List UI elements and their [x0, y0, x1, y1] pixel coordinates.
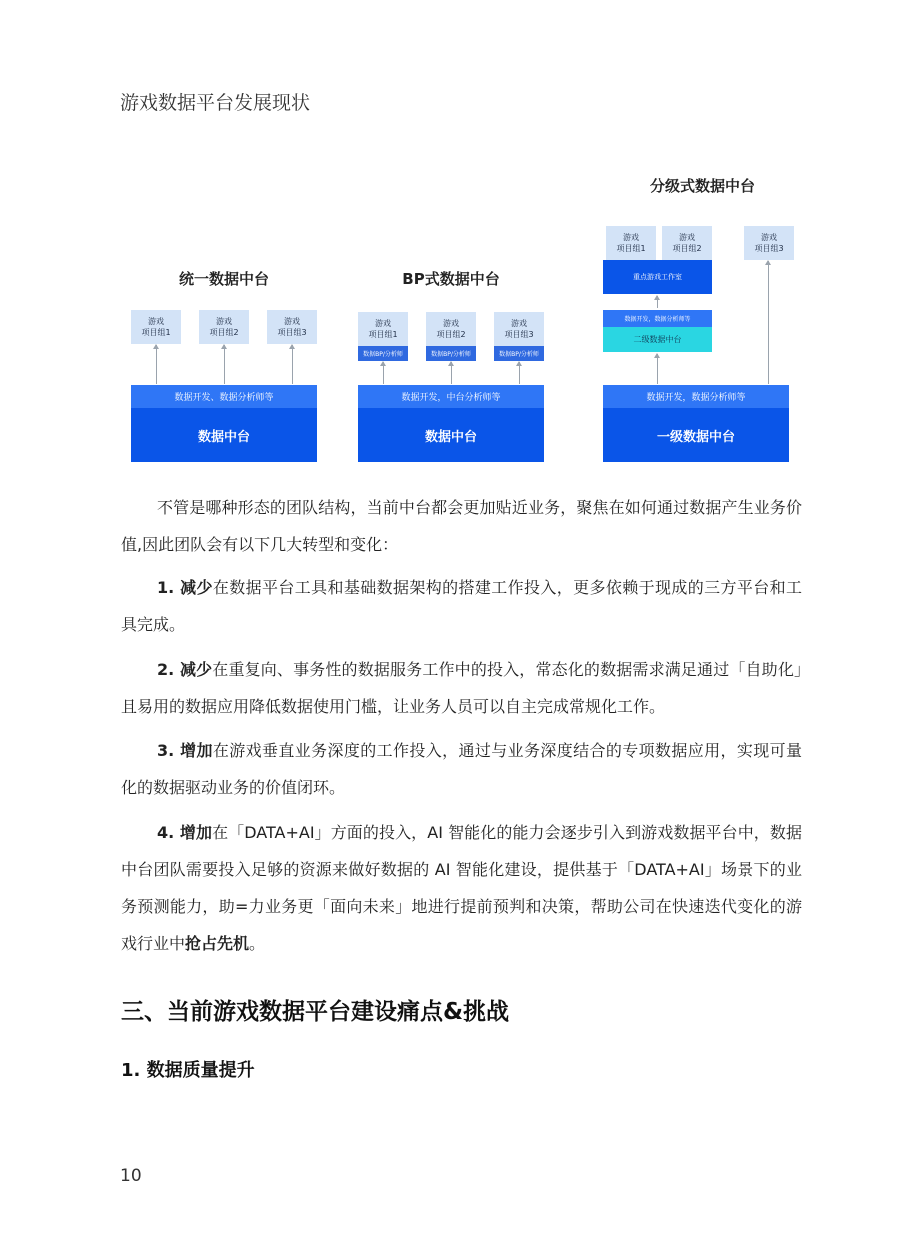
team-band: 数据开发，数据分析师等	[603, 385, 789, 408]
item-text: 在「DATA+AI」方面的投入，AI 智能化的能力会逐步引入到游戏数据平台中，数据中台团队需要投入足够的资源来做好数据的 AI 智能化建设，提供基于「DATA+AI」场景下的业务预测能力，助=力业务更「面向未来」地进行提前预判和决策，帮助公司在快速迭代变化的游戏行业中	[121, 823, 802, 953]
list-item	[121, 569, 802, 643]
intro-paragraph: 不管是哪种形态的团队结构，当前中台都会更加贴近业务，聚焦在如何通过数据产生业务价值,因此团队会有以下几大转型和变化：	[121, 498, 802, 554]
project-group-box: 游戏 项目组2	[426, 312, 476, 346]
arrow	[768, 261, 769, 384]
running-header: 游戏数据平台发展现状	[120, 92, 311, 114]
item-keyword: 减少	[179, 660, 213, 679]
item-emphasis: 抢占先机	[185, 934, 250, 953]
list-item	[121, 814, 802, 962]
item-text: 在游戏垂直业务深度的工作投入，通过与业务深度结合的专项数据应用，实现可量化的数据驱动业务的价值闭环。	[121, 741, 802, 797]
subsection-title: 1. 数据质量提升	[121, 1060, 255, 1081]
project-group-box: 游戏 项目组2	[662, 226, 712, 260]
bp-analyst-tag: 数据BP/分析师	[494, 346, 544, 361]
core-platform-box: 数据中台	[358, 408, 544, 462]
project-group-box: 游戏 项目组1	[131, 310, 181, 344]
arrow	[519, 362, 520, 384]
bp-analyst-tag: 数据BP/分析师	[426, 346, 476, 361]
bp-analyst-tag: 数据BP/分析师	[358, 346, 408, 361]
item-keyword: 增加	[179, 823, 213, 842]
project-group-box: 游戏 项目组3	[267, 310, 317, 344]
project-group-box: 游戏 项目组3	[494, 312, 544, 346]
team-band: 数据开发、数据分析师等	[131, 385, 317, 408]
item-number: 1.	[157, 578, 181, 597]
project-group-box: 游戏 项目组3	[744, 226, 794, 260]
item-number: 3.	[157, 741, 181, 760]
diagram-title: 分级式数据中台	[649, 177, 755, 195]
diagram-title: BP式数据中台	[402, 270, 500, 288]
team-band: 数据开发，中台分析师等	[358, 385, 544, 408]
item-keyword: 增加	[180, 741, 213, 760]
section-title: 三、当前游戏数据平台建设痛点&挑战	[121, 999, 510, 1025]
list-item	[121, 732, 802, 806]
item-keyword: 减少	[180, 578, 213, 597]
item-text: 在数据平台工具和基础数据架构的搭建工作投入，更多依赖于现成的三方平台和工具完成。	[121, 578, 802, 634]
project-group-box: 游戏 项目组1	[358, 312, 408, 346]
item-end: 。	[249, 934, 266, 953]
item-number: 4.	[157, 823, 180, 842]
secondary-platform-box: 二级数据中台	[603, 327, 712, 352]
arrow	[292, 345, 293, 384]
arrow	[224, 345, 225, 384]
project-group-box: 游戏 项目组2	[199, 310, 249, 344]
item-number: 2.	[157, 660, 180, 679]
sub-team-band: 数据开发，数据分析师等	[603, 310, 712, 327]
core-platform-box: 一级数据中台	[603, 408, 789, 462]
list-item	[121, 651, 802, 725]
diagram-title: 统一数据中台	[178, 270, 269, 288]
core-platform-box: 数据中台	[131, 408, 317, 462]
item-text: 在重复向、事务性的数据服务工作中的投入，常态化的数据需求满足通过「自助化」且易用的数据应用降低数据使用门槛，让业务人员可以自主完成常规化工作。	[121, 660, 802, 716]
project-group-box: 游戏 项目组1	[606, 226, 656, 260]
arrow	[451, 362, 452, 384]
arrow	[156, 345, 157, 384]
arrow	[657, 354, 658, 384]
key-studio-box: 重点游戏工作室	[603, 260, 712, 294]
arrow	[383, 362, 384, 384]
page-number: 10	[120, 1166, 142, 1186]
arrow	[657, 296, 658, 308]
